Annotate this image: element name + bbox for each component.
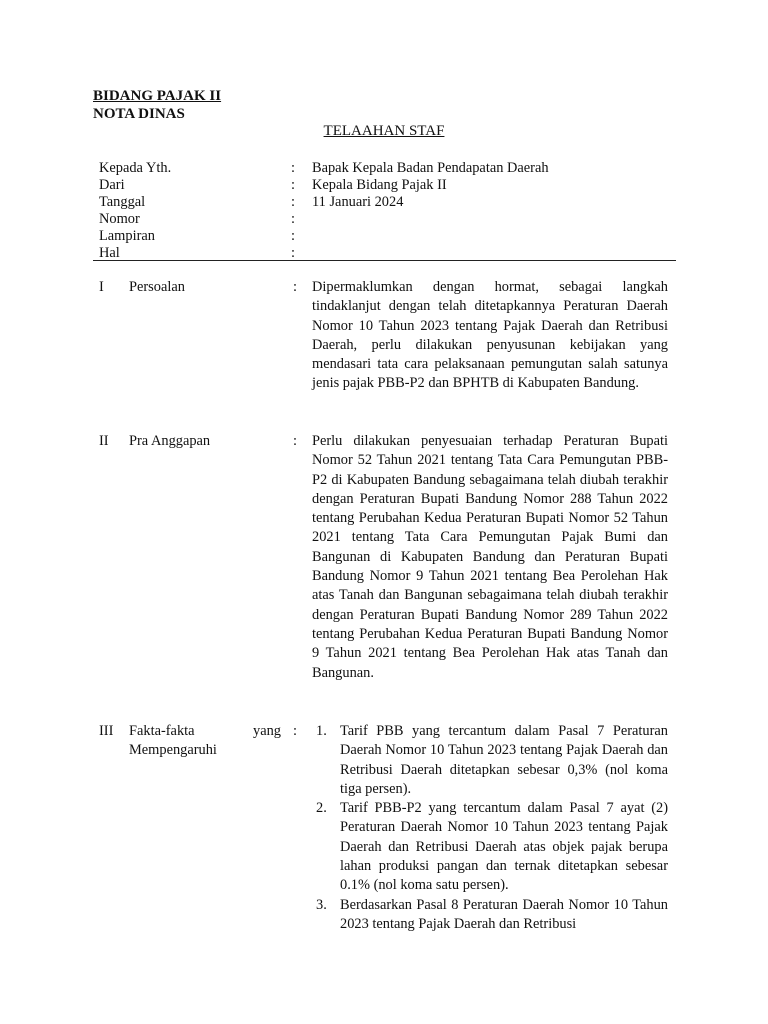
section-number: I <box>99 279 104 295</box>
field-label: Hal <box>99 245 120 261</box>
field-value: Kepala Bidang Pajak II <box>312 177 447 193</box>
field-colon: : <box>291 160 295 176</box>
section-title: Persoalan <box>129 279 185 295</box>
field-colon: : <box>291 228 295 244</box>
section-colon: : <box>293 433 297 449</box>
facts-list <box>312 722 668 934</box>
list-item <box>312 722 668 799</box>
field-value: Bapak Kepala Badan Pendapatan Daerah <box>312 160 549 176</box>
section-title-line: Fakta-fakta yang <box>129 723 281 739</box>
header-divider <box>93 260 676 261</box>
section-colon: : <box>293 723 297 739</box>
field-label: Tanggal <box>99 194 146 210</box>
section-body: Perlu dilakukan penyesuaian terhadap Peraturan Bupati Nomor 52 Tahun 2021 tentang Tata Cara Pemungutan PBB-P2 di Kabupaten Bandung sebagaimana telah diubah terakhir dengan Peraturan Bupati Bandung Nomor 288 Tahun 2022 tentang Perubahan Kedua Peraturan Bupati Nomor 52 Tahun 2021 tentang Tata Cara Pemungutan Pajak Bumi dan Bangunan di Kabupaten Bandung dan Peraturan Bupati Bandung Nomor 9 Tahun 2021 tentang Bea Perolehan Hak atas Tanah dan Bangunan sebagaimana telah diubah terakhir dengan Peraturan Bupati Bandung Nomor 289 Tahun 2022 tentang Perubahan Kedua Peraturan Bupati Bandung Nomor 9 Tahun 2021 tentang Bea Perolehan Hak atas Tanah dan Bangunan. <box>312 433 668 681</box>
section-colon: : <box>293 279 297 295</box>
list-item-number: 3. <box>316 896 327 913</box>
section-title <box>129 722 281 761</box>
section-number: III <box>99 723 114 739</box>
field-label: Lampiran <box>99 228 155 244</box>
list-item <box>312 896 668 935</box>
field-label: Kepada Yth. <box>99 160 172 176</box>
field-label: Nomor <box>99 211 140 227</box>
list-item-number: 2. <box>316 800 327 817</box>
field-colon: : <box>291 194 295 210</box>
section-number: II <box>99 433 109 449</box>
list-item-number: 1. <box>316 723 327 739</box>
org-title: BIDANG PAJAK II <box>93 88 222 104</box>
memo-title: TELAAHAN STAF <box>323 123 445 139</box>
doc-type: NOTA DINAS <box>93 106 185 122</box>
field-colon: : <box>291 245 295 261</box>
section-body: Dipermaklumkan dengan hormat, sebagai langkah tindaklanjut dengan telah ditetapkannya Peraturan Daerah Nomor 10 Tahun 2023 tentang Pajak Daerah dan Retribusi Daerah, perlu dilakukan penyusunan kebijakan yang mendasari tata cara pelaksanaan pemungutan salah satunya jenis pajak PBB-P2 dan BPHTB di Kabupaten Bandung. <box>312 279 668 392</box>
field-colon: : <box>291 177 295 193</box>
list-item-text: Tarif PBB yang tercantum dalam Pasal 7 Peraturan Daerah Nomor 10 Tahun 2023 tentang Pajak Daerah dan Retribusi Daerah ditetapkan sebesar 0,3% (nol koma tiga persen). <box>340 723 668 797</box>
field-colon: : <box>291 211 295 227</box>
section-title: Pra Anggapan <box>129 433 211 449</box>
field-value: 11 Januari 2024 <box>312 194 404 210</box>
field-label: Dari <box>99 177 125 193</box>
list-item <box>312 799 668 895</box>
list-item-text: Berdasarkan Pasal 8 Peraturan Daerah Nomor 10 Tahun 2023 tentang Pajak Daerah dan Retribusi <box>340 896 668 932</box>
list-item-text: Tarif PBB-P2 yang tercantum dalam Pasal 7 ayat (2) Peraturan Daerah Nomor 10 Tahun 2023 tentang Pajak Daerah dan Retribusi Daerah atas objek pajak berupa lahan produksi pangan dan ternak ditetapkan sebesar 0.1% (nol koma satu persen). <box>340 800 668 894</box>
section-title-line: Mempengaruhi <box>129 742 217 759</box>
